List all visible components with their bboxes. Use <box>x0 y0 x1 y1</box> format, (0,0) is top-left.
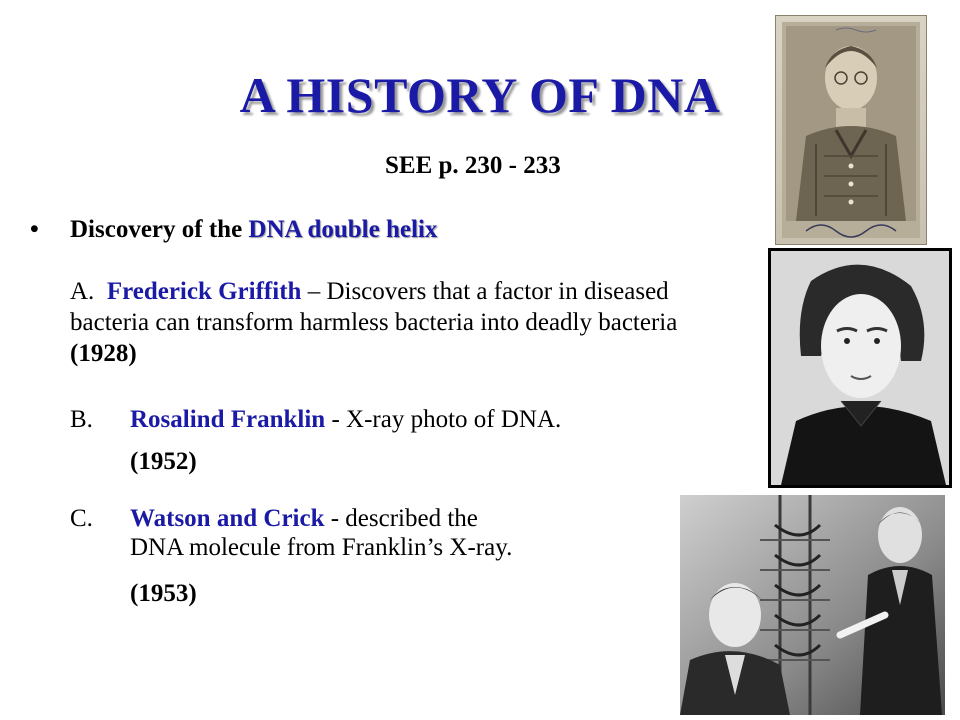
bullet-highlight: DNA double helix <box>248 216 438 243</box>
item-c-text-line2: DNA molecule from Franklin’s X-ray. <box>130 534 513 561</box>
item-c-text: - described the <box>324 505 478 532</box>
watson-crick-image <box>680 495 945 715</box>
page-reference: SEE p. 230 - 233 <box>385 152 561 179</box>
bullet-icon: • <box>30 216 39 243</box>
item-c-letter: C. <box>70 505 93 532</box>
bullet-prefix: Discovery of the <box>70 216 249 243</box>
item-b-text: - X-ray photo of DNA. <box>325 406 562 433</box>
item-b-name: Rosalind Franklin <box>130 406 326 433</box>
item-b-letter: B. <box>70 406 93 433</box>
item-a-letter: A. <box>70 278 95 305</box>
watson-crick-photo <box>680 495 945 715</box>
bullet-discovery <box>30 216 437 244</box>
item-a-name: Frederick Griffith <box>106 278 302 305</box>
item-griffith <box>70 276 750 369</box>
item-b-year: (1952) <box>130 448 197 475</box>
slide-title: A HISTORY OF DNA <box>239 67 721 123</box>
franklin-portrait-photo <box>768 248 952 488</box>
item-c-year: (1953) <box>130 580 197 607</box>
item-c-name: Watson and Crick <box>130 505 325 532</box>
franklin-portrait-image <box>771 251 949 485</box>
griffith-portrait-photo <box>775 15 927 245</box>
item-a-year: (1928) <box>70 340 137 367</box>
item-a-text: – Discovers that a factor in diseased bacteria can transform harmless bacteria into deadly bacteria <box>70 278 678 336</box>
griffith-portrait-image <box>776 16 926 244</box>
